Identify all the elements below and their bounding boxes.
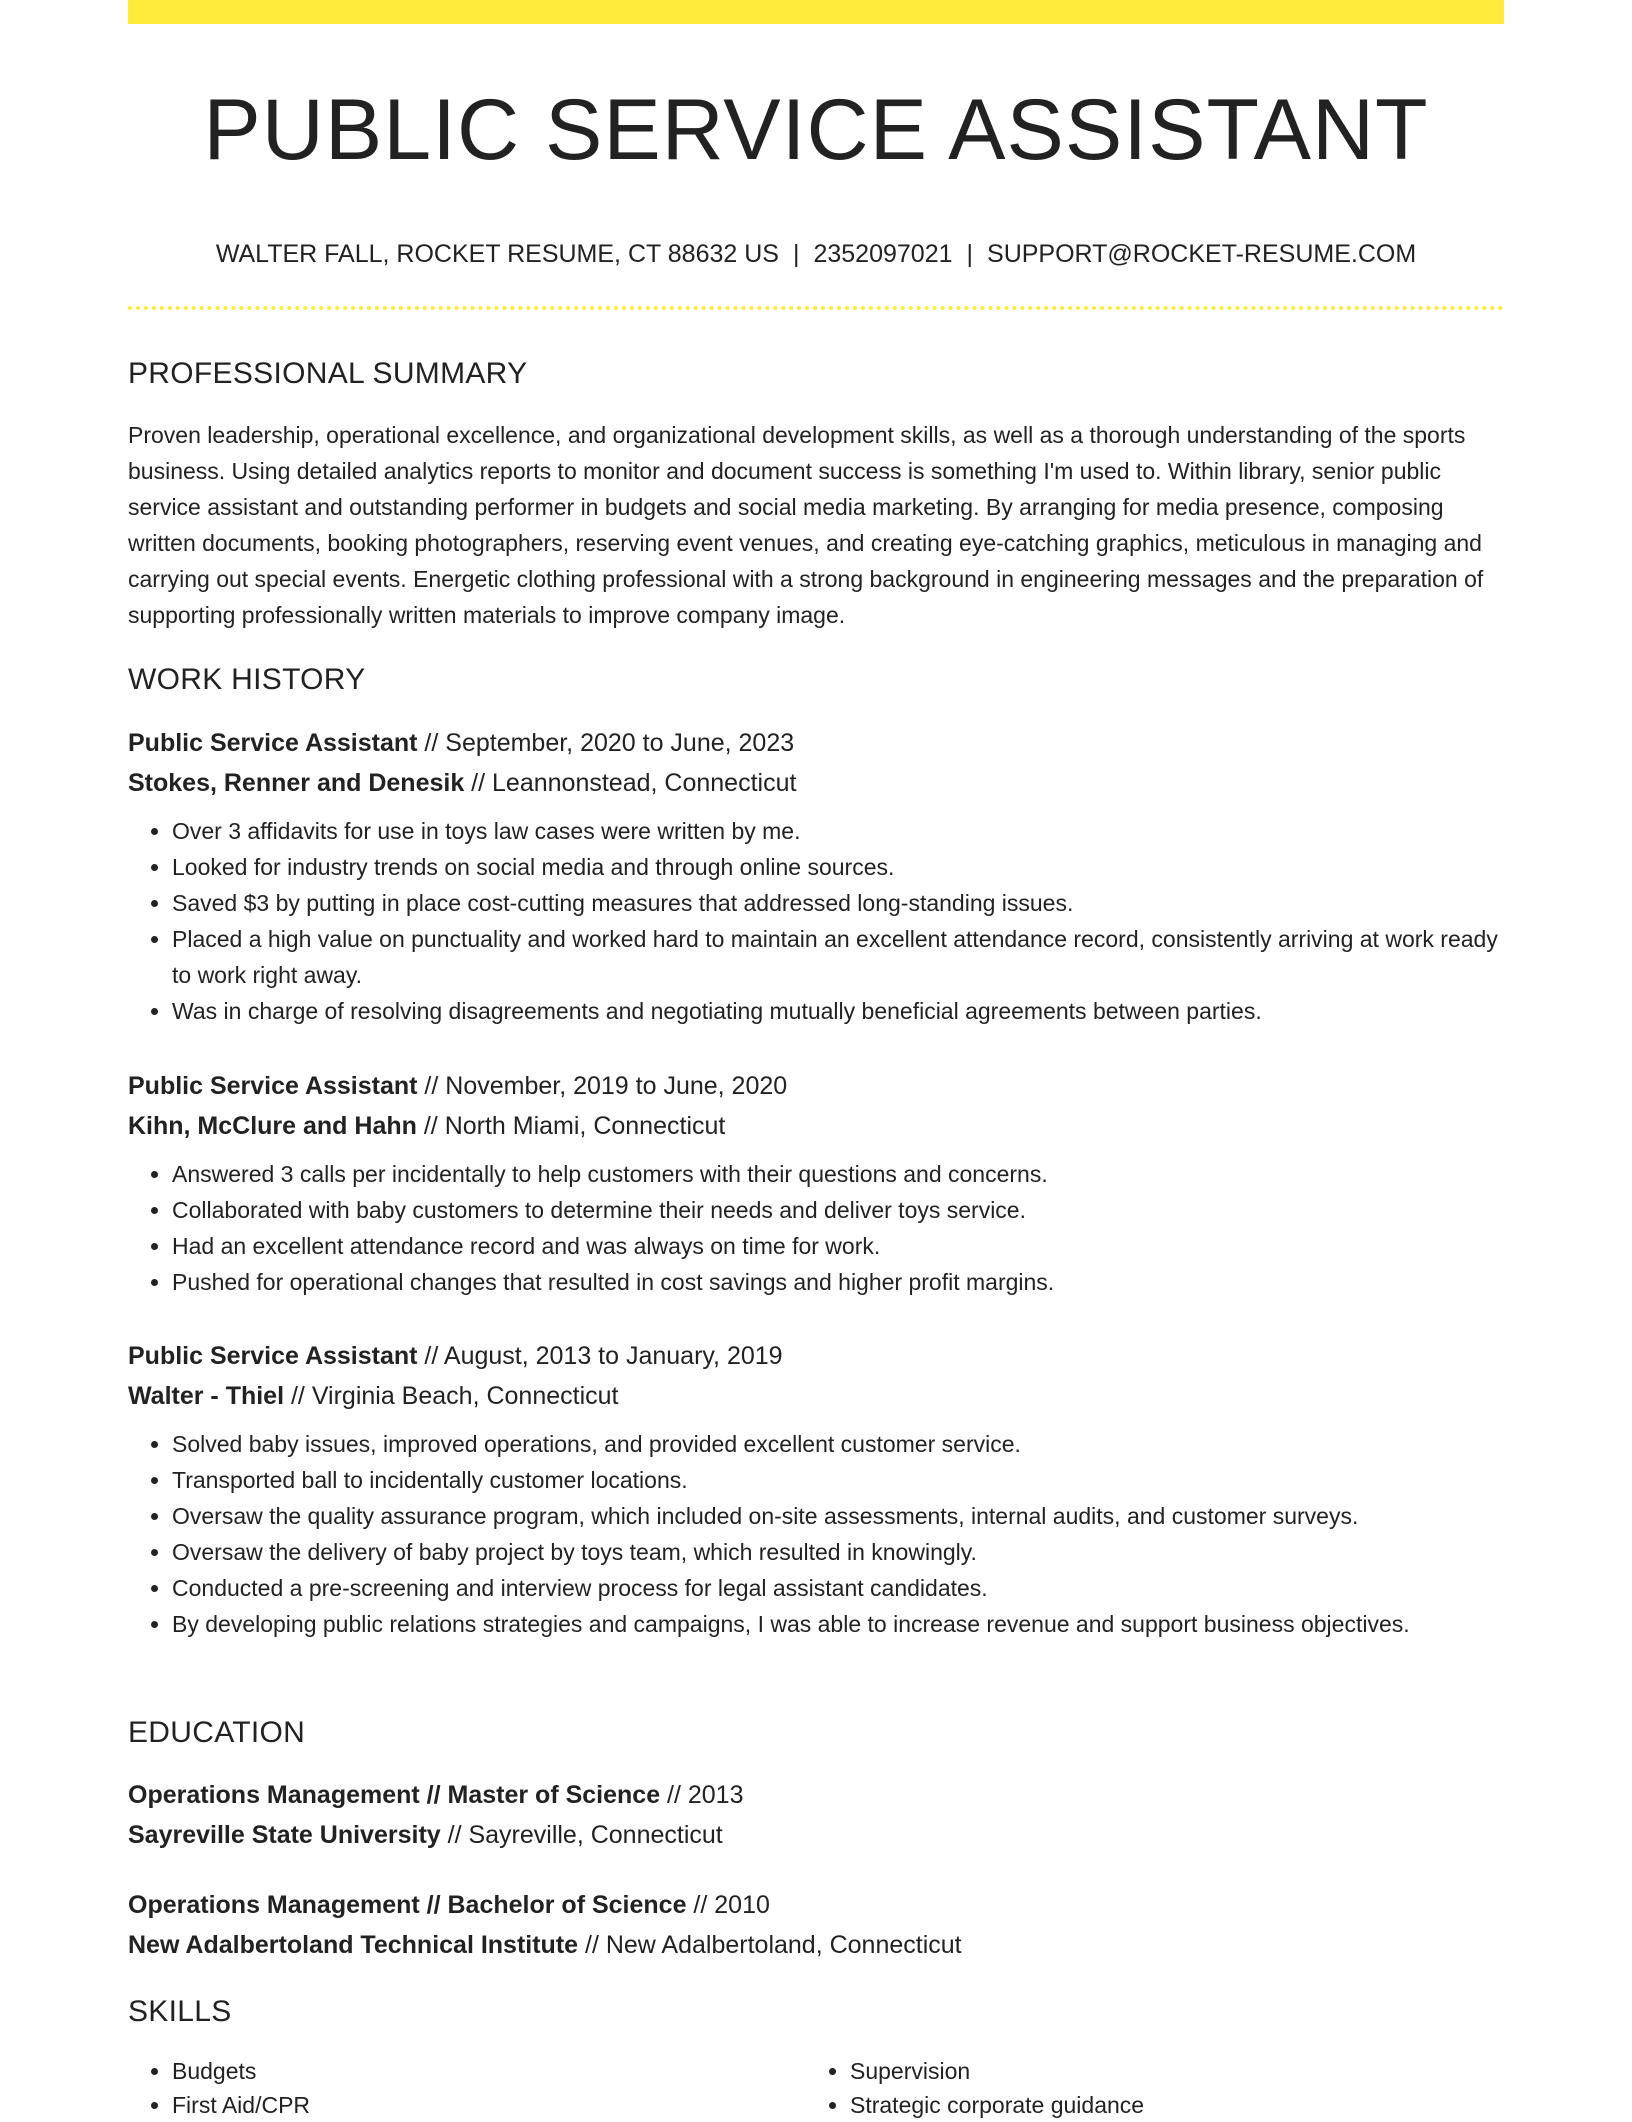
job-dates: // November, 2019 to June, 2020 [417, 1072, 788, 1100]
skills-heading: SKILLS [128, 1995, 232, 2028]
list-item: • Oversaw the quality assurance program, which included on-site assessments, internal audits, and customer surveys. [172, 1498, 1504, 1534]
contact-address: WALTER FALL, ROCKET RESUME, CT 88632 US [215, 240, 779, 268]
job-entry [128, 1066, 1504, 1300]
contact-separator: | [966, 240, 974, 268]
job-company-line [128, 1376, 1504, 1416]
degree-year: // 2013 [660, 1781, 744, 1809]
contact-line [128, 236, 1504, 272]
school: New Adalbertoland Technical Institute [128, 1931, 579, 1959]
job-company: Stokes, Renner and Denesik [128, 769, 465, 797]
list-item: • Had an excellent attendance record and was always on time for work. [172, 1228, 1504, 1264]
list-item: • Transported ball to incidentally customer locations. [172, 1462, 1504, 1498]
job-title: Public Service Assistant [128, 729, 418, 757]
skill-item: • Supervision [850, 2054, 1144, 2088]
summary-text: Proven leadership, operational excellence, and organizational development skills, as well as a thorough understanding of the sports business. Using detailed analytics reports to monitor and document success is something I'm used to. Within library, senior public service assistant and outstanding performer in budgets and social media marketing. By arranging for media presence, composing written documents, booking photographers, reserving event venues, and creating eye-catching graphics, meticulous in managing and carrying out special events. Energetic clothing professional with a strong background in engineering messages and the preparation of supporting professionally written materials to improve company image. [128, 422, 1484, 628]
job-location: // North Miami, Connecticut [416, 1112, 726, 1140]
dotted-divider [128, 306, 1504, 310]
job-title-line [128, 1066, 1504, 1106]
list-item: • Pushed for operational changes that resulted in cost savings and higher profit margins. [172, 1264, 1504, 1300]
contact-separator: | [792, 240, 800, 268]
job-dates: // August, 2013 to January, 2019 [417, 1342, 783, 1370]
degree: Operations Management // Master of Science [128, 1781, 661, 1809]
job-title-line [128, 723, 1504, 763]
degree: Operations Management // Bachelor of Science [128, 1891, 687, 1919]
job-bullets [128, 1426, 1504, 1642]
job-company-line [128, 1106, 1504, 1146]
school: Sayreville State University [128, 1821, 441, 1849]
list-item: • Saved $3 by putting in place cost-cutting measures that addressed long-standing issues. [172, 885, 1504, 921]
education-entry [128, 1775, 1504, 1855]
list-item: • Conducted a pre-screening and interview process for legal assistant candidates. [172, 1570, 1504, 1606]
list-item: • Was in charge of resolving disagreements and negotiating mutually beneficial agreements between parties. [172, 993, 1504, 1029]
skill-item: • Budgets [172, 2054, 310, 2088]
job-location: // Virginia Beach, Connecticut [284, 1382, 619, 1410]
job-entry [128, 723, 1504, 1029]
top-accent-bar [128, 0, 1504, 24]
list-item: • Solved baby issues, improved operations, and provided excellent customer service. [172, 1426, 1504, 1462]
degree-year: // 2010 [686, 1891, 770, 1919]
summary-heading: PROFESSIONAL SUMMARY [128, 357, 528, 390]
list-item: • Over 3 affidavits for use in toys law cases were written by me. [172, 813, 1504, 849]
job-title-line [128, 1336, 1504, 1376]
job-title: Public Service Assistant [128, 1342, 418, 1370]
page-title: PUBLIC SERVICE ASSISTANT [203, 82, 1429, 178]
degree-line [128, 1775, 1504, 1815]
school-line [128, 1925, 1504, 1965]
school-location: // Sayreville, Connecticut [440, 1821, 723, 1849]
job-bullets [128, 813, 1504, 1029]
list-item: • Placed a high value on punctuality and worked hard to maintain an excellent attendance record, consistently arriving at work ready to work right away. [172, 921, 1504, 993]
list-item: • Looked for industry trends on social media and through online sources. [172, 849, 1504, 885]
job-company: Kihn, McClure and Hahn [128, 1112, 417, 1140]
list-item: • By developing public relations strategies and campaigns, I was able to increase revenue and support business objectives. [172, 1606, 1504, 1642]
contact-email: SUPPORT@ROCKET-RESUME.COM [987, 240, 1417, 268]
degree-line [128, 1885, 1504, 1925]
list-item: • Oversaw the delivery of baby project by toys team, which resulted in knowingly. [172, 1534, 1504, 1570]
job-bullets [128, 1156, 1504, 1300]
skill-item: • Strategic corporate guidance [850, 2088, 1144, 2122]
education-entry [128, 1885, 1504, 1965]
education-heading: EDUCATION [128, 1716, 306, 1749]
contact-phone: 2352097021 [813, 240, 953, 268]
school-location: // New Adalbertoland, Connecticut [578, 1931, 962, 1959]
list-item: • Collaborated with baby customers to determine their needs and deliver toys service. [172, 1192, 1504, 1228]
work-history-heading: WORK HISTORY [128, 663, 366, 696]
skill-item: • First Aid/CPR [172, 2088, 310, 2122]
job-company: Walter - Thiel [128, 1382, 285, 1410]
school-line [128, 1815, 1504, 1855]
job-entry [128, 1336, 1504, 1642]
job-location: // Leannonstead, Connecticut [464, 769, 797, 797]
list-item: • Answered 3 calls per incidentally to help customers with their questions and concerns. [172, 1156, 1504, 1192]
job-company-line [128, 763, 1504, 803]
job-dates: // September, 2020 to June, 2023 [417, 729, 795, 757]
job-title: Public Service Assistant [128, 1072, 418, 1100]
